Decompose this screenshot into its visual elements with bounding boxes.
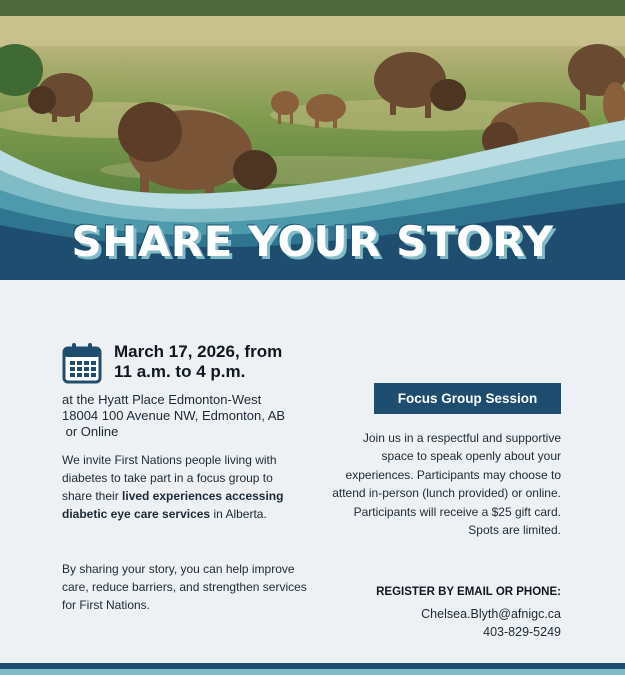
location-venue: at the Hyatt Place Edmonton-West xyxy=(62,392,262,407)
footer-stripe xyxy=(0,669,625,675)
register-heading: REGISTER BY EMAIL OR PHONE: xyxy=(376,586,561,598)
event-date-line-2: 11 a.m. to 4 p.m. xyxy=(114,362,246,381)
sharing-paragraph: By sharing your story, you can help improve care, reduce barriers, and strengthen services for First Nations. xyxy=(62,562,307,612)
event-date-line-1: March 17, 2026, from xyxy=(114,342,283,361)
contact-email[interactable]: Chelsea.Blyth@afnigc.ca xyxy=(421,607,561,621)
location-online: or Online xyxy=(62,424,119,439)
invitation-text-start: We invite First Nations people living with diabetes to take part in a focus group to share their xyxy=(62,453,277,503)
event-date xyxy=(114,342,314,382)
invitation-text-end: in Alberta. xyxy=(210,507,267,521)
calendar-icon xyxy=(62,342,102,384)
event-location xyxy=(62,392,285,440)
invitation-paragraph xyxy=(62,451,302,523)
focus-group-badge: Focus Group Session xyxy=(374,383,561,414)
event-date-row xyxy=(62,342,314,384)
location-address: 18004 100 Avenue NW, Edmonton, AB xyxy=(62,408,286,423)
contact-phone[interactable]: 403-829-5249 xyxy=(483,625,561,639)
hero-title: SHARE YOUR STORY xyxy=(71,217,554,266)
hero-banner xyxy=(0,0,625,280)
invitation-emphasis: lived experiences accessing diabetic eye care services xyxy=(62,489,284,521)
session-description: Join us in a respectful and supportive space to speak openly about your experiences. Participants may choose to attend in-person (lunch provided) or online. Participants will receive a $25 gift card. Spots are limited. xyxy=(332,431,561,538)
